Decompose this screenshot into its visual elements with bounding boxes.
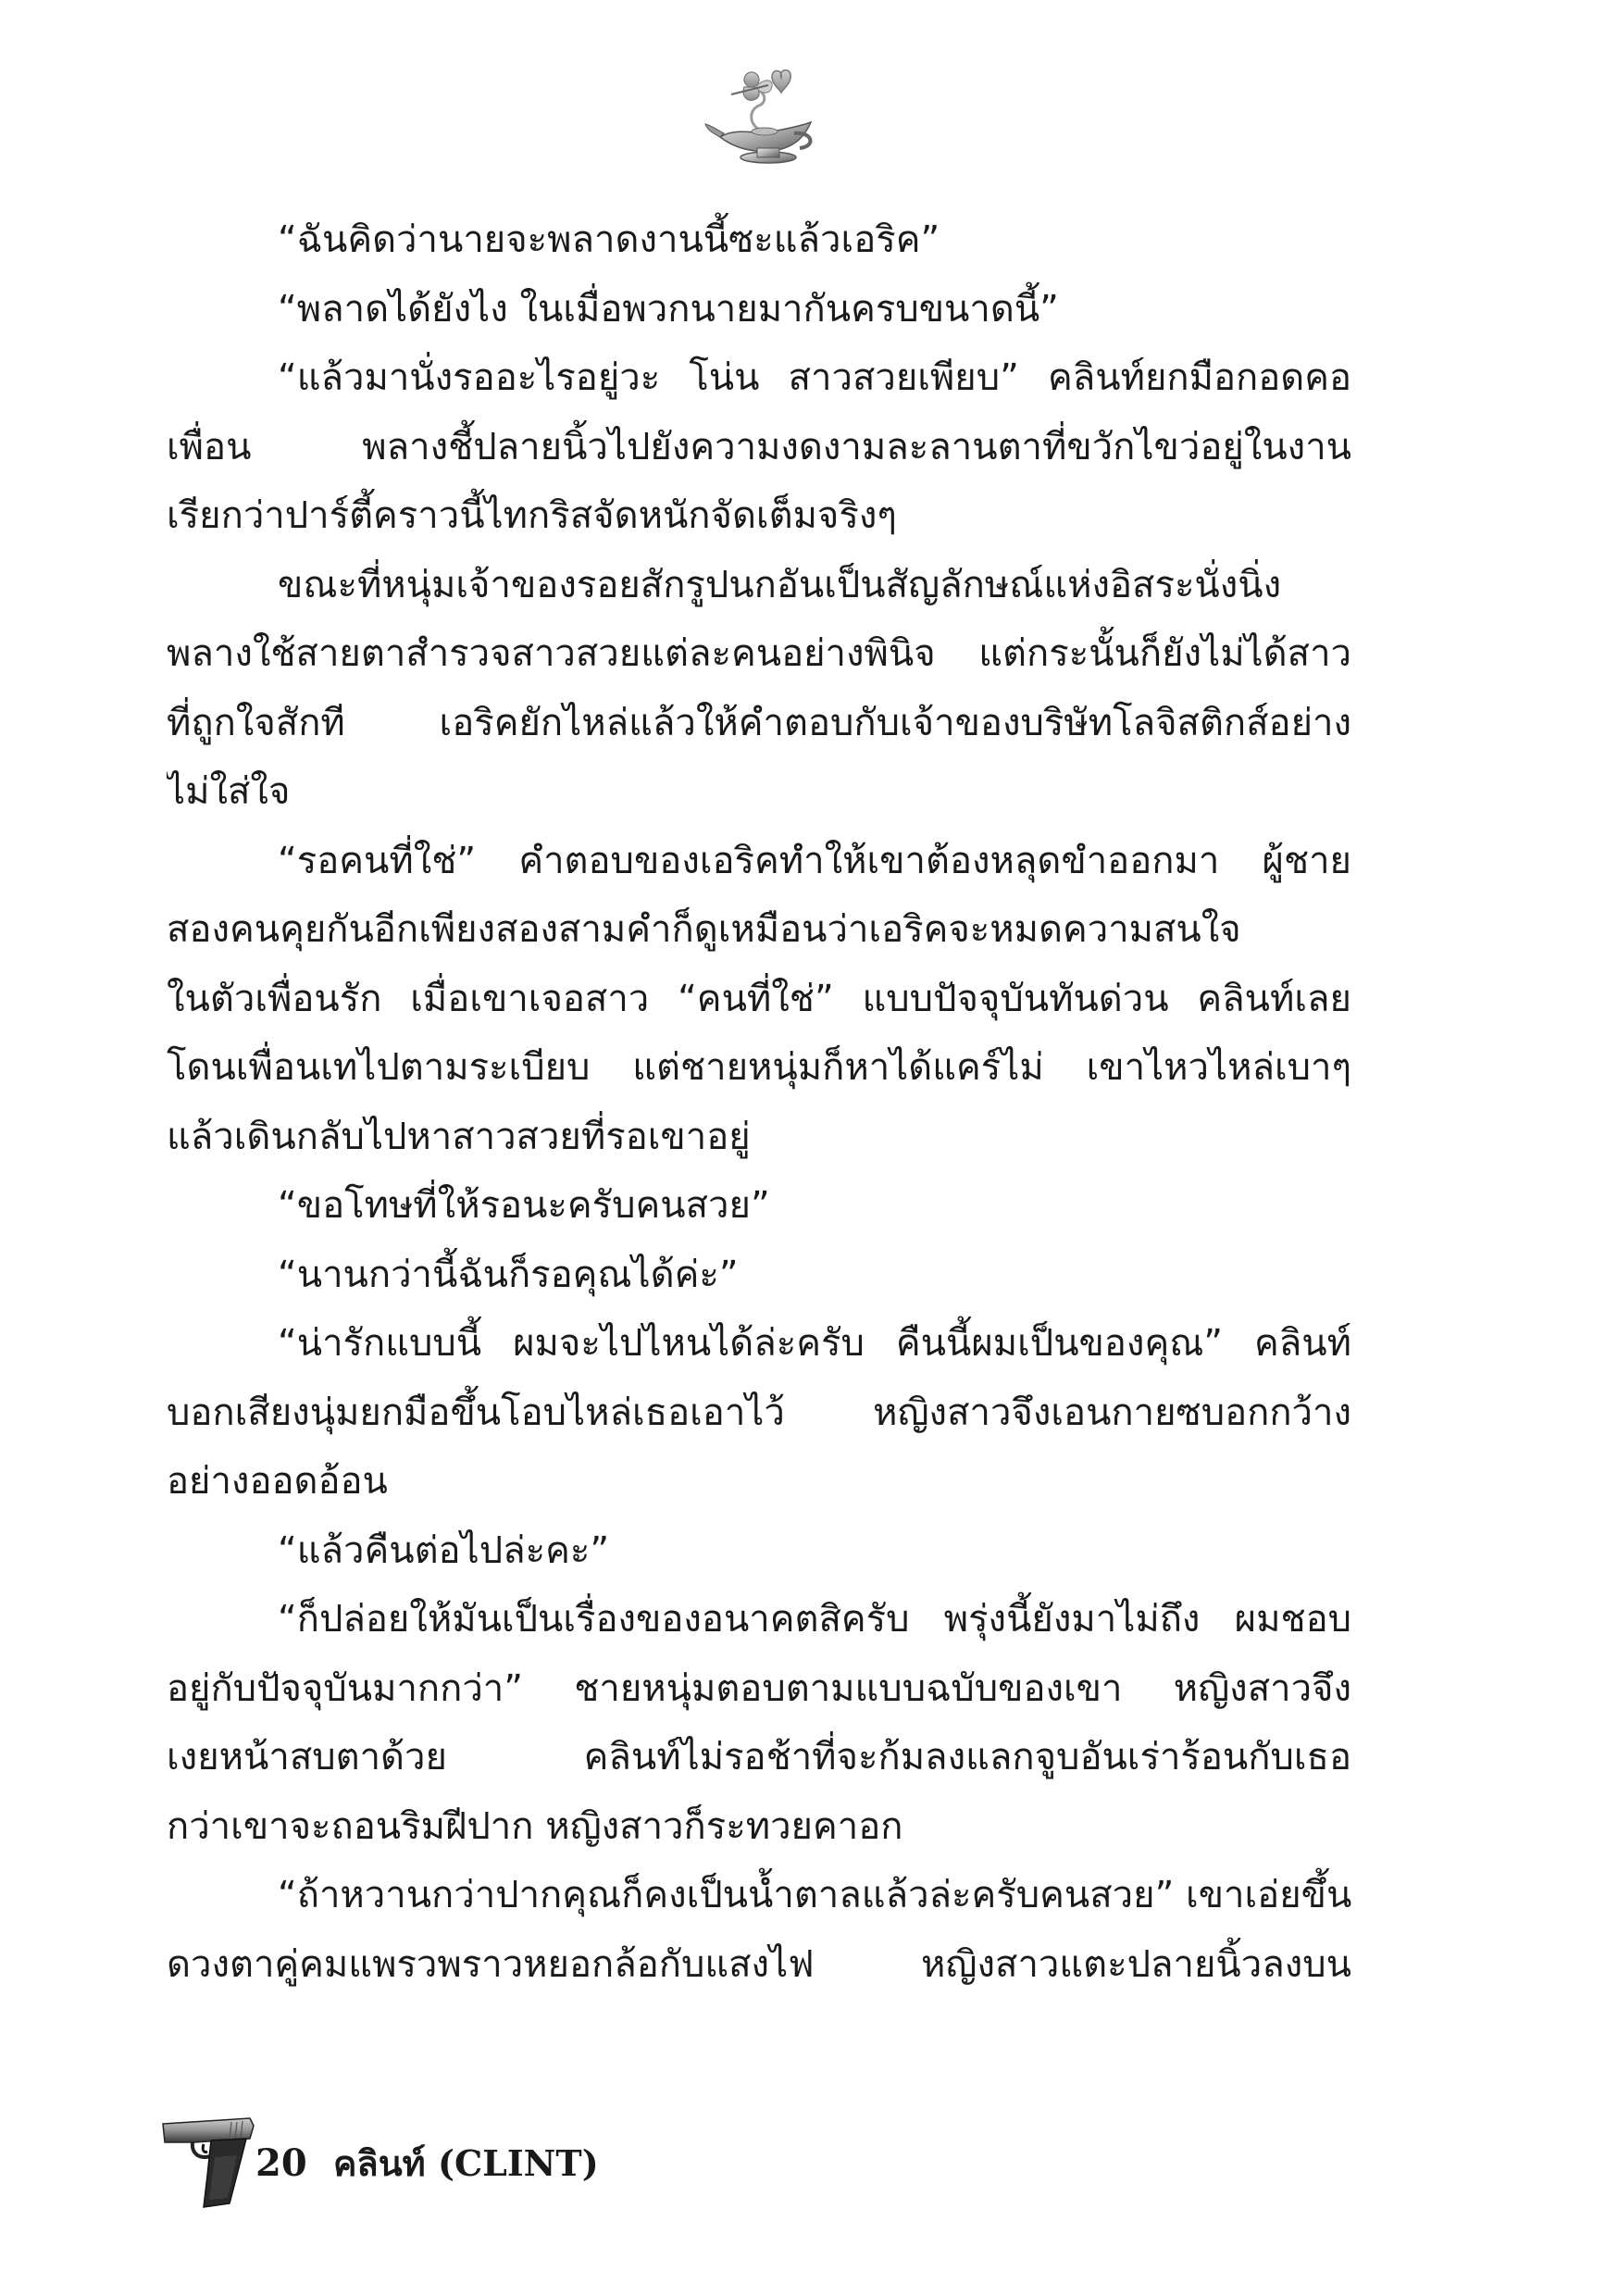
- text-line: “ฉันคิดว่านายจะพลาดงานนี้ซะแล้วเอริค”: [278, 218, 940, 261]
- page-footer: [157, 2111, 805, 2213]
- book-title: คลินท์ (CLINT): [333, 2142, 599, 2184]
- text-line: “ขอโทษที่ให้รอนะครับคนสวย”: [278, 1184, 770, 1227]
- text-line: ดวงตาคู่คมแพรวพราวหยอกล้อกับแสงไฟ หญิงสาวแตะปลายนิ้วลงบน: [167, 1942, 1351, 1986]
- text-line: พลางใช้สายตาสำรวจสาวสวยแต่ละคนอย่างพินิจ แต่กระนั้นก็ยังไม่ได้สาว: [167, 632, 1351, 675]
- text-line: อย่างออดอ้อน: [167, 1460, 388, 1503]
- text-line: “น่ารักแบบนี้ ผมจะไปไหนได้ล่ะครับ คืนนี้ผมเป็นของคุณ” คลินท์: [278, 1322, 1351, 1365]
- text-line: “แล้วมานั่งรออะไรอยู่วะ โน่น สาวสวยเพียบ” คลินท์ยกมือกอดคอ: [278, 356, 1351, 399]
- text-line: “รอคนที่ใช่” คำตอบของเอริคทำให้เขาต้องหลุดขำออกมา ผู้ชาย: [278, 839, 1351, 882]
- text-line: เงยหน้าสบตาด้วย คลินท์ไม่รอช้าที่จะก้มลงแลกจูบอันเร่าร้อนกับเธอ: [167, 1736, 1351, 1778]
- text-line: ขณะที่หนุ่มเจ้าของรอยสักรูปนกอันเป็นสัญลักษณ์แห่งอิสระนั่งนิ่ง: [278, 563, 1282, 606]
- text-line: “พลาดได้ยังไง ในเมื่อพวกนายมากันครบขนาดนี้”: [278, 287, 1059, 331]
- text-line: “ก็ปล่อยให้มันเป็นเรื่องของอนาคตสิครับ พรุ่งนี้ยังมาไม่ถึง ผมชอบ: [278, 1598, 1351, 1641]
- text-line: สองคนคุยกันอีกเพียงสองสามคำก็ดูเหมือนว่าเอริคจะหมดความสนใจ: [167, 908, 1241, 951]
- text-line: โดนเพื่อนเทไปตามระเบียบ แต่ชายหนุ่มก็หาได้แคร์ไม่ เขาไหวไหล่เบาๆ: [167, 1046, 1351, 1089]
- text-line: “นานกว่านี้ฉันก็รอคุณได้ค่ะ”: [278, 1253, 739, 1296]
- text-line: ไม่ใส่ใจ: [167, 770, 291, 813]
- text-line: “ถ้าหวานกว่าปากคุณก็คงเป็นน้ำตาลแล้วล่ะครับคนสวย” เขาเอ่ยขึ้น: [278, 1874, 1351, 1916]
- text-line: แล้วเดินกลับไปหาสาวสวยที่รอเขาอยู่: [167, 1115, 751, 1158]
- page-number: 20: [255, 2141, 307, 2185]
- pistol-icon: [157, 2111, 259, 2213]
- lamp-and-cupid-icon: [703, 57, 824, 178]
- text-line: กว่าเขาจะถอนริมฝีปาก หญิงสาวก็ระทวยคาอก: [167, 1804, 903, 1848]
- text-line: บอกเสียงนุ่มยกมือขึ้นโอบไหล่เธอเอาไว้ หญิงสาวจึงเอนกายซบอกกว้าง: [167, 1391, 1351, 1434]
- body-text: [167, 206, 1351, 1999]
- text-line: ที่ถูกใจสักที เอริคยักไหล่แล้วให้คำตอบกับเจ้าของบริษัทโลจิสติกส์อย่าง: [167, 701, 1351, 744]
- text-line: ในตัวเพื่อนรัก เมื่อเขาเจอสาว “คนที่ใช่” แบบปัจจุบันทันด่วน คลินท์เลย: [167, 977, 1351, 1020]
- text-line: เรียกว่าปาร์ตี้คราวนี้ไทกริสจัดหนักจัดเต็มจริงๆ: [167, 494, 897, 537]
- text-line: เพื่อน พลางชี้ปลายนิ้วไปยังความงดงามละลานตาที่ขวักไขว่อยู่ในงาน: [167, 425, 1351, 468]
- text-line: อยู่กับปัจจุบันมากกว่า” ชายหนุ่มตอบตามแบบฉบับของเขา หญิงสาวจึง: [167, 1666, 1351, 1710]
- text-line: “แล้วคืนต่อไปล่ะคะ”: [278, 1529, 610, 1572]
